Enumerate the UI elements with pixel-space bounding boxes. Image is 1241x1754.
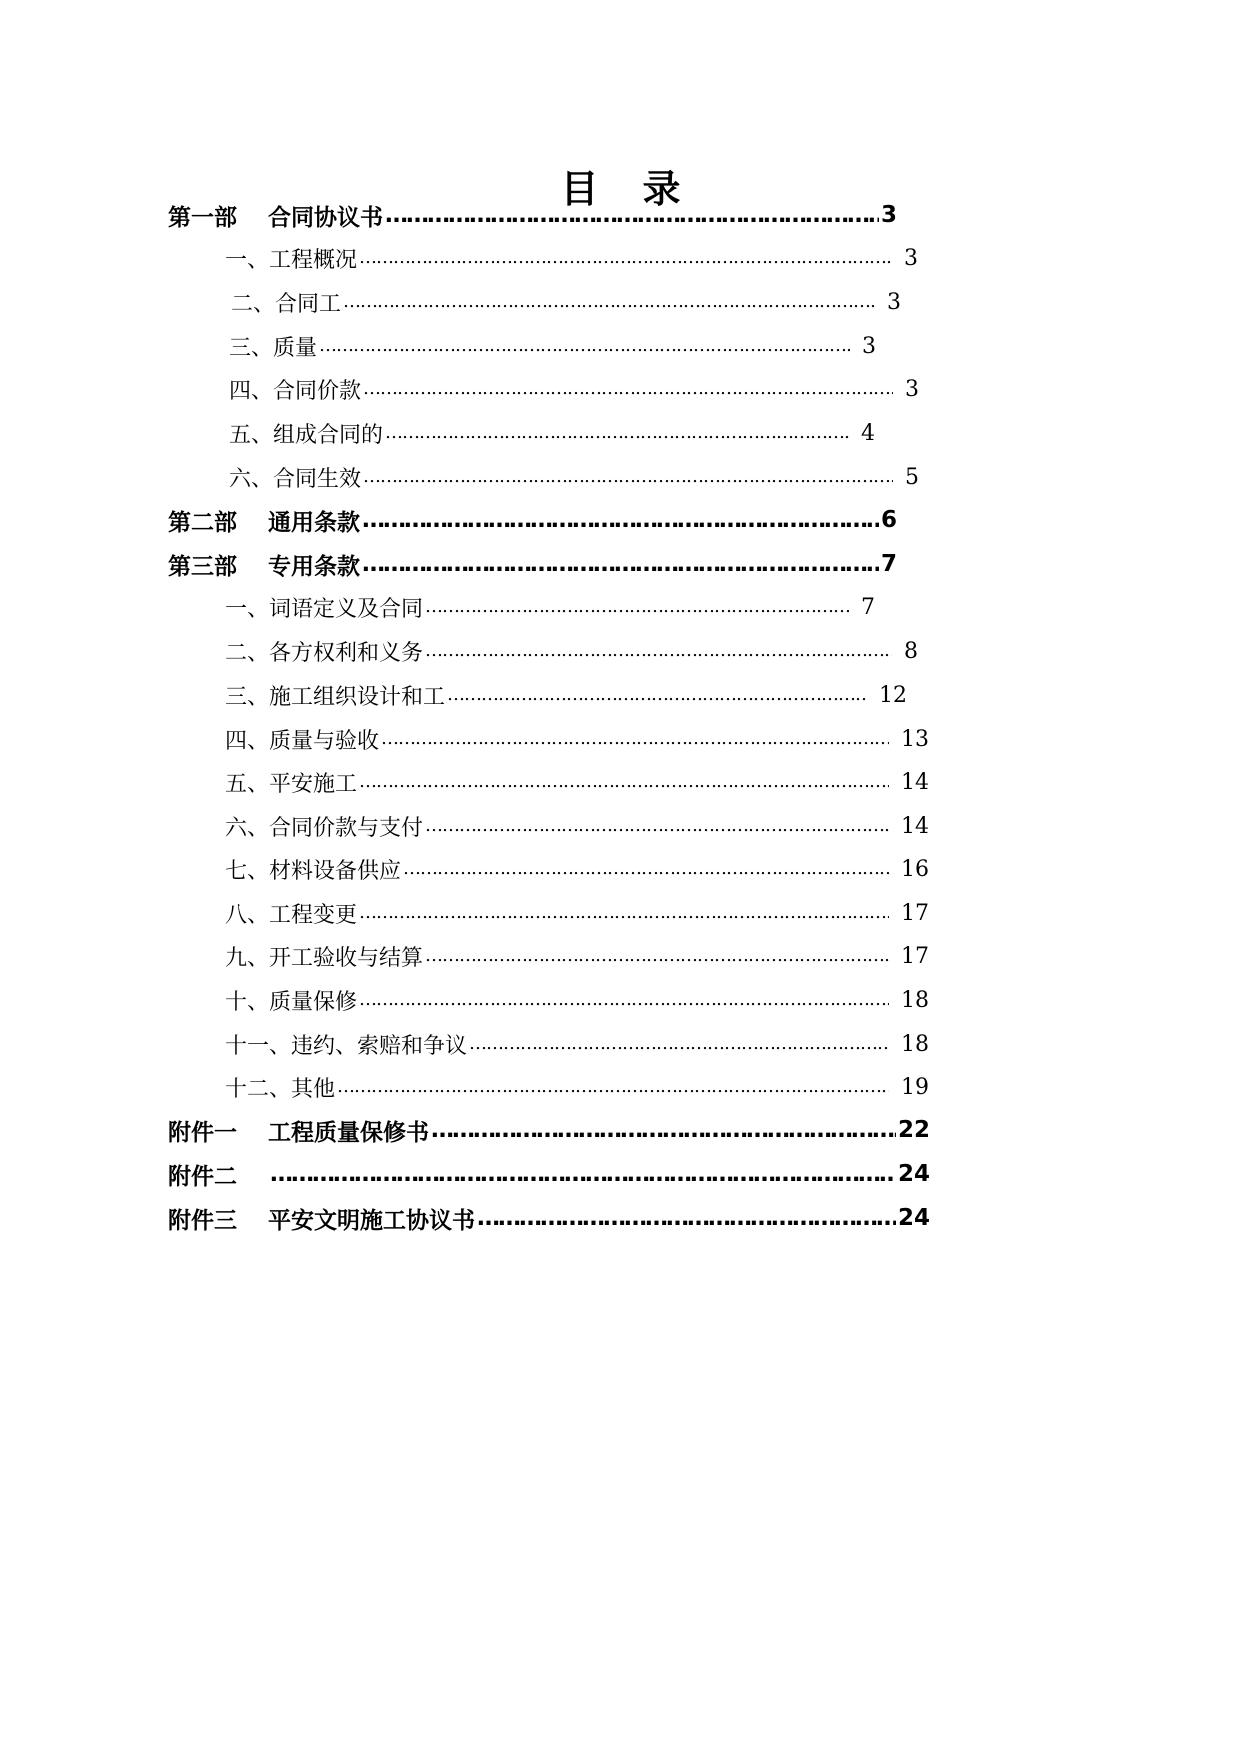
toc-entry-text: 十一、违约、索赔和争议: [225, 1033, 468, 1059]
toc-section-entry[interactable]: [229, 461, 919, 493]
toc-section-entry[interactable]: [225, 897, 929, 929]
toc-page-number: 17: [901, 943, 929, 969]
toc-dot-leader: [343, 293, 875, 311]
toc-entry-text: 六、合同价款与支付: [225, 815, 424, 841]
toc-dot-leader: [363, 380, 893, 398]
toc-section-entry[interactable]: [229, 330, 876, 362]
toc-page-number: 3: [887, 289, 901, 315]
toc-part-entry[interactable]: [168, 199, 897, 231]
toc-dot-leader: [359, 904, 889, 922]
toc-section-entry[interactable]: [225, 1071, 929, 1103]
toc-page-number: 13: [901, 726, 929, 752]
toc-entry-prefix: 附件三: [168, 1207, 237, 1234]
toc-page-number: 3: [880, 202, 897, 228]
toc-page-number: 24: [897, 1205, 930, 1231]
toc-entry-text: 五、平安施工: [225, 771, 358, 797]
toc-part-entry[interactable]: [168, 504, 897, 536]
toc-entry-label: [168, 1158, 268, 1191]
toc-section-entry[interactable]: [225, 940, 929, 972]
toc-page-number: 4: [861, 420, 875, 446]
toc-entry-label: [168, 504, 360, 537]
toc-entry-prefix: 附件一: [168, 1119, 237, 1146]
toc-dot-leader: [385, 204, 879, 227]
toc-page-number: 24: [897, 1161, 930, 1187]
toc-section-entry[interactable]: [225, 723, 929, 755]
toc-entry-text: 通用条款: [268, 509, 360, 536]
toc-entry-text: 工程质量保修书: [268, 1119, 429, 1146]
toc-part-entry[interactable]: [168, 548, 897, 580]
toc-dot-leader: [362, 509, 879, 532]
toc-entry-text: 四、合同价款: [229, 378, 362, 404]
toc-entry-text: 六、合同生效: [229, 466, 362, 492]
toc-section-entry[interactable]: [231, 286, 901, 318]
toc-page-number: 7: [861, 594, 875, 620]
toc-entry-label: [168, 548, 360, 581]
toc-dot-leader: [359, 773, 889, 791]
toc-entry-text: 一、词语定义及合同: [225, 596, 424, 622]
toc-entry-prefix: 附件二: [168, 1163, 237, 1190]
toc-page-number: 3: [905, 376, 919, 402]
toc-entry-text: 三、质量: [229, 335, 318, 361]
toc-dot-leader: [362, 553, 879, 576]
toc-dot-leader: [319, 337, 850, 355]
toc-entry-text: 平安文明施工协议书: [268, 1207, 475, 1234]
toc-entry-prefix: 第二部: [168, 509, 237, 536]
toc-entry-text: 三、施工组织设计和工: [225, 684, 446, 710]
toc-page-number: 17: [901, 900, 929, 926]
toc-dot-leader: [425, 817, 889, 835]
toc-entry-text: 十二、其他: [225, 1076, 336, 1102]
toc-dot-leader: [381, 730, 889, 748]
toc-dot-leader: [431, 1119, 896, 1142]
toc-page-number: 6: [880, 507, 897, 533]
toc-entry-prefix: 第一部: [168, 204, 237, 231]
toc-page-number: 7: [880, 551, 897, 577]
toc-page-number: 19: [901, 1074, 929, 1100]
toc-dot-leader: [425, 642, 892, 660]
toc-dot-leader: [425, 598, 849, 616]
toc-entry-text: 合同协议书: [268, 204, 383, 231]
toc-section-entry[interactable]: [225, 984, 929, 1016]
toc-dot-leader: [469, 1035, 889, 1053]
page-title-char-1: 目: [560, 167, 599, 211]
toc-section-entry[interactable]: [229, 417, 875, 449]
page-title-char-2: 录: [642, 167, 681, 211]
toc-appendix-entry[interactable]: [168, 1158, 930, 1190]
toc-dot-leader: [403, 860, 889, 878]
toc-section-entry[interactable]: [225, 1028, 929, 1060]
toc-entry-text: 四、质量与验收: [225, 728, 380, 754]
toc-dot-leader: [363, 468, 893, 486]
toc-dot-leader: [359, 249, 892, 267]
toc-dot-leader: [359, 991, 889, 1009]
toc-page-number: 18: [901, 1031, 929, 1057]
toc-appendix-entry[interactable]: [168, 1202, 930, 1234]
toc-appendix-entry[interactable]: [168, 1114, 930, 1146]
toc-dot-leader: [477, 1207, 896, 1230]
toc-page-number: 8: [904, 638, 918, 664]
toc-page-number: 14: [901, 769, 929, 795]
toc-dot-leader: [337, 1078, 889, 1096]
toc-section-entry[interactable]: [229, 373, 919, 405]
toc-dot-leader: [385, 424, 849, 442]
toc-section-entry[interactable]: [225, 679, 907, 711]
toc-page-number: 5: [905, 464, 919, 490]
toc-entry-label: [168, 1202, 475, 1235]
toc-section-entry[interactable]: [225, 810, 929, 842]
toc-entry-text: 五、组成合同的: [229, 422, 384, 448]
toc-section-entry[interactable]: [225, 635, 918, 667]
toc-dot-leader: [425, 947, 889, 965]
toc-entry-text: 二、合同工: [231, 291, 342, 317]
toc-dot-leader: [447, 686, 867, 704]
toc-section-entry[interactable]: [225, 766, 929, 798]
toc-entry-text: 八、工程变更: [225, 902, 358, 928]
toc-entry-label: [168, 199, 383, 232]
toc-page-number: 14: [901, 813, 929, 839]
toc-entry-label: [168, 1114, 429, 1147]
toc-section-entry[interactable]: [225, 242, 918, 274]
toc-entry-prefix: 第三部: [168, 553, 237, 580]
toc-entry-text: 七、材料设备供应: [225, 858, 402, 884]
toc-entry-text: 十、质量保修: [225, 989, 358, 1015]
toc-entry-text: 二、各方权利和义务: [225, 640, 424, 666]
toc-entry-text: 九、开工验收与结算: [225, 945, 424, 971]
toc-dot-leader: [270, 1163, 896, 1186]
toc-section-entry[interactable]: [225, 591, 875, 623]
toc-entry-text: 一、工程概况: [225, 247, 358, 273]
toc-section-entry[interactable]: [225, 853, 929, 885]
toc-page-number: 16: [901, 856, 929, 882]
toc-page-number: 3: [904, 245, 918, 271]
toc-entry-text: 专用条款: [268, 553, 360, 580]
toc-page-number: 12: [879, 682, 907, 708]
toc-page-number: 18: [901, 987, 929, 1013]
toc-page-number: 3: [862, 333, 876, 359]
toc-page-number: 22: [897, 1117, 930, 1143]
